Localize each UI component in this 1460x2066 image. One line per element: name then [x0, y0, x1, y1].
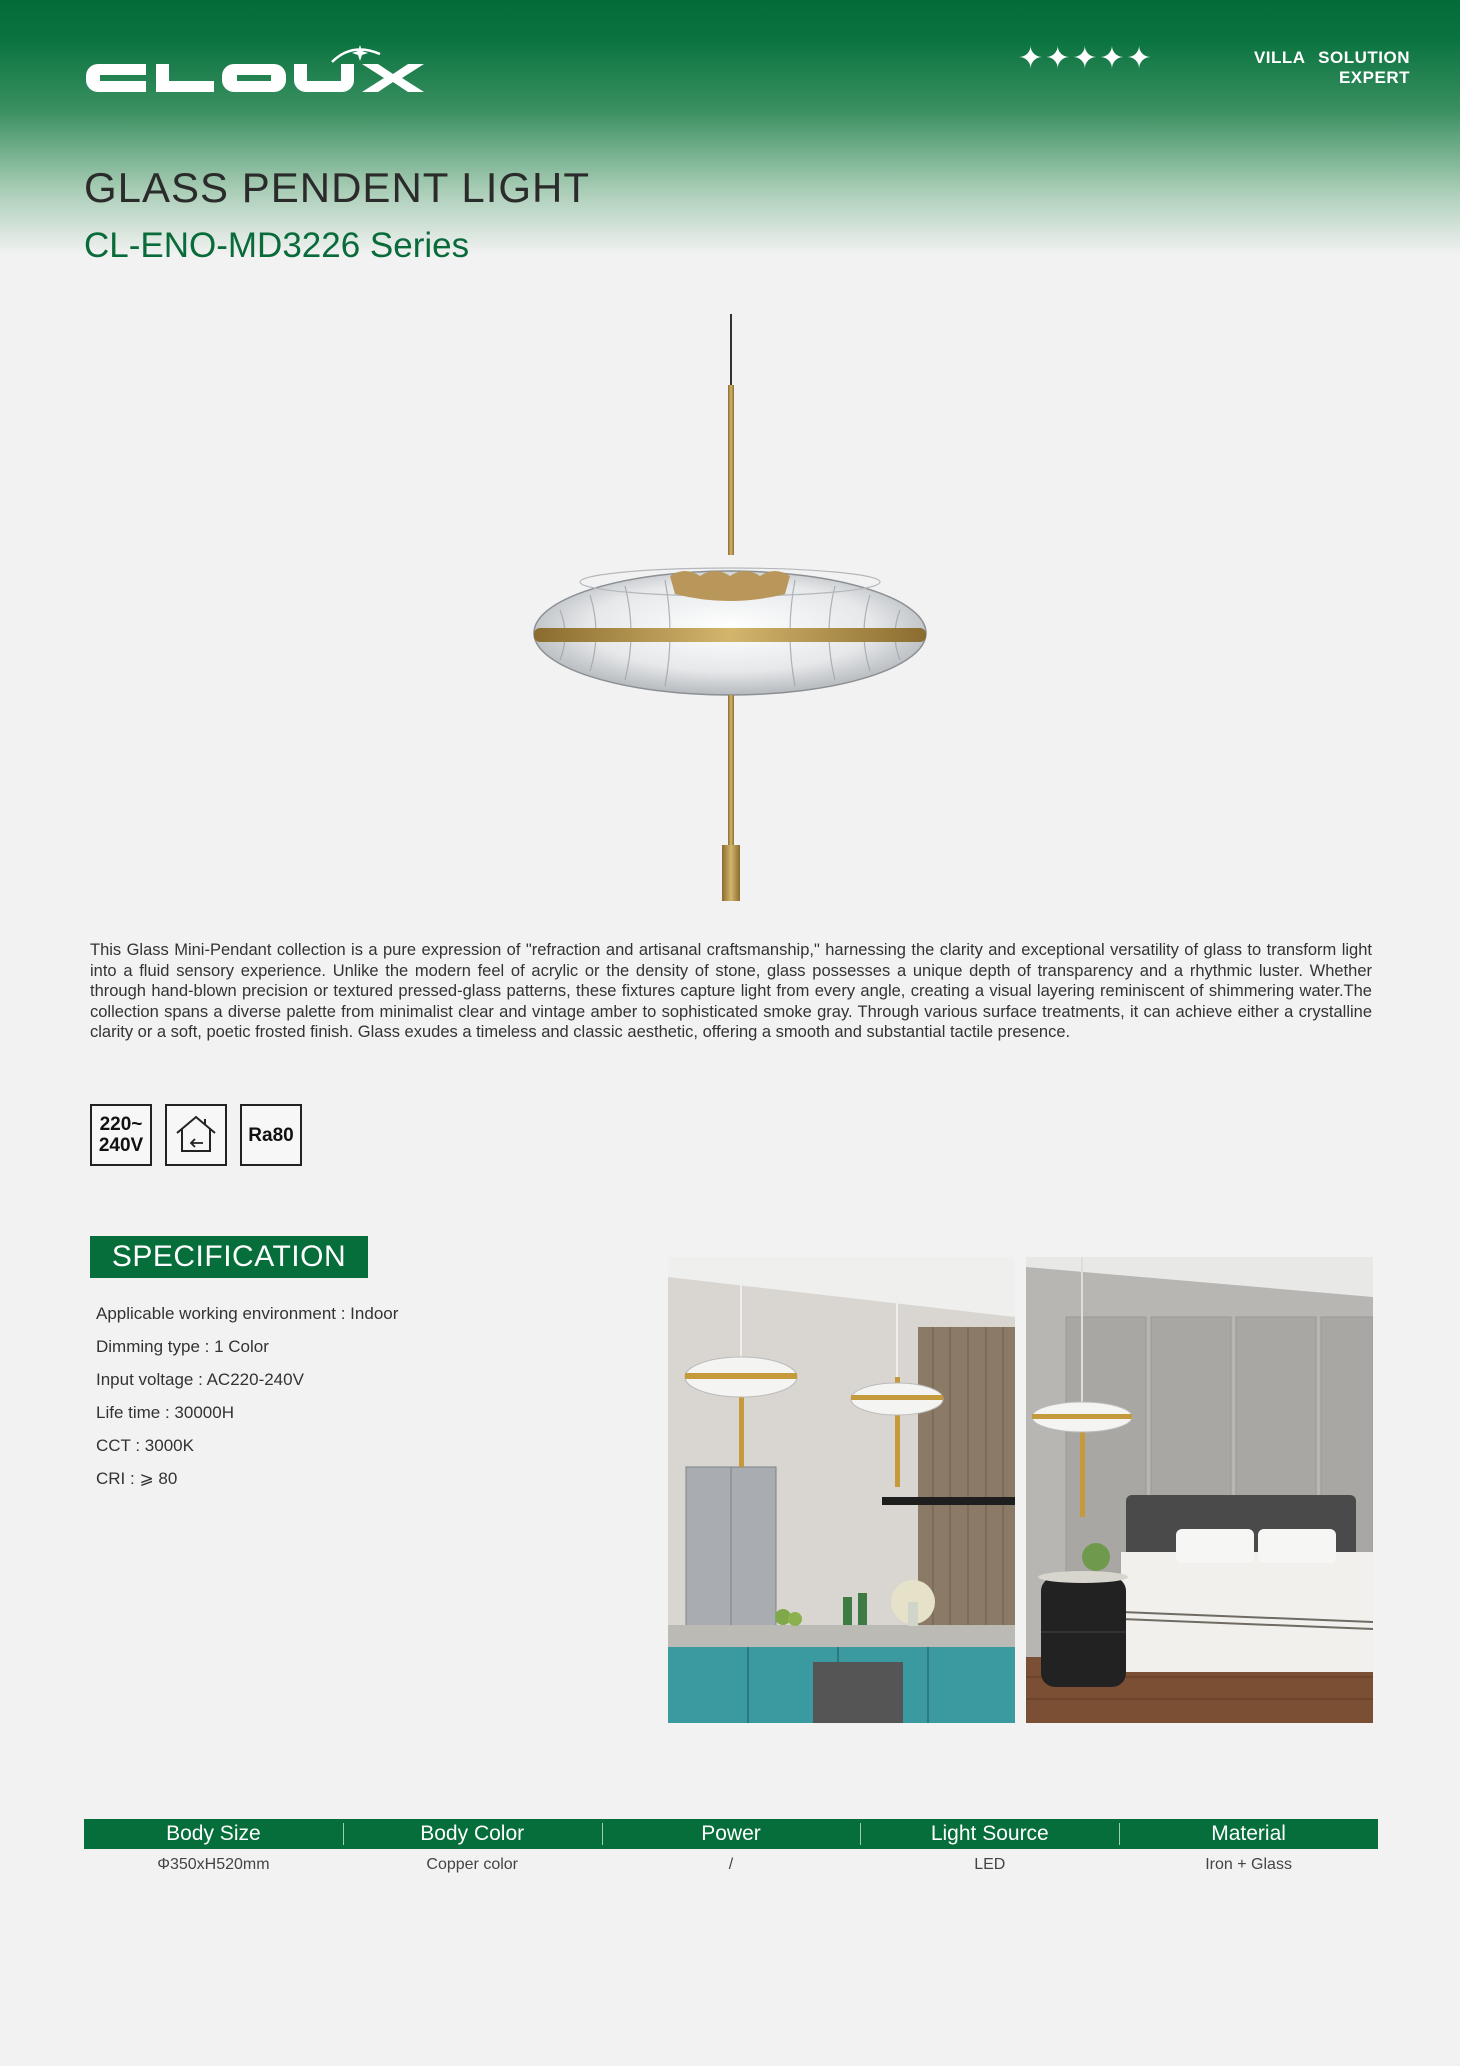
value-body-color: Copper color: [426, 1856, 518, 1873]
kitchen-scene-photo: [668, 1257, 1015, 1723]
feature-badges: [90, 1104, 302, 1166]
page-title: GLASS PENDENT LIGHT: [84, 164, 591, 211]
value-material: Iron + Glass: [1205, 1856, 1292, 1873]
spec-item-dimming: Dimming type : 1 Color: [96, 1337, 269, 1356]
header-body-color: Body Color: [343, 1819, 602, 1849]
spec-item-voltage: Input voltage : AC220-240V: [96, 1370, 304, 1389]
voltage-line2: 240V: [98, 1135, 144, 1156]
series-subtitle: CL-ENO-MD3226 Series: [84, 226, 470, 265]
spec-item-cri: CRI : ⩾ 80: [96, 1469, 178, 1488]
tagline: VILLA SOLUTION EXPERT: [1253, 48, 1410, 87]
product-description: This Glass Mini-Pendant collection is a pure expression of "refraction and artisanal craftsmanship," harnessing the clarity and exceptional versatility of glass to transform light into a fluid sensory experience. Unlike the modern feel of acrylic or the density of stone, glass possesses a unique depth of transparency and a rhythmic luster. Whether through hand-blown precision or textured pressed-glass patterns, these fixtures capture light from every angle, creating a visual layering reminiscent of shimmering water.The collection spans a diverse palette from minimalist clear and vintage amber to sophisticated smoke gray. Through various surface treatments, it can achieve either a crystalline clarity or a soft, poetic frosted finish. Glass exudes a timeless and classic aesthetic, offering a smooth and substantial tactile presence.: [90, 941, 1372, 1042]
header-light-source: Light Source: [860, 1819, 1119, 1849]
specification-heading: SPECIFICATION: [90, 1236, 368, 1278]
spec-item-cct: CCT : 3000K: [96, 1436, 194, 1455]
value-light-source: LED: [974, 1856, 1006, 1873]
cri-badge: Ra80: [240, 1104, 302, 1166]
voltage-badge: [90, 1104, 152, 1166]
spec-item-environment: Applicable working environment : Indoor: [96, 1304, 399, 1323]
value-body-size: Φ350xH520mm: [157, 1856, 270, 1873]
value-power: /: [728, 1856, 734, 1873]
header-body-size: Body Size: [166, 1822, 261, 1845]
pendant-light-image: [520, 310, 940, 910]
parameters-table-row: [84, 1856, 1378, 1874]
header-material: Material: [1119, 1819, 1378, 1849]
bedroom-scene-photo: [1026, 1257, 1373, 1723]
specification-list: [96, 1302, 398, 1500]
parameters-table-header: [84, 1819, 1378, 1849]
spec-item-lifetime: Life time : 30000H: [96, 1403, 234, 1422]
header-power: Power: [602, 1819, 861, 1849]
house-indoor-icon: [165, 1104, 227, 1166]
voltage-line1: 220~: [99, 1114, 143, 1135]
header-band: [0, 0, 1460, 260]
cloux-logo: [84, 42, 444, 104]
rating-stars: ✦✦✦✦✦: [1018, 41, 1154, 76]
